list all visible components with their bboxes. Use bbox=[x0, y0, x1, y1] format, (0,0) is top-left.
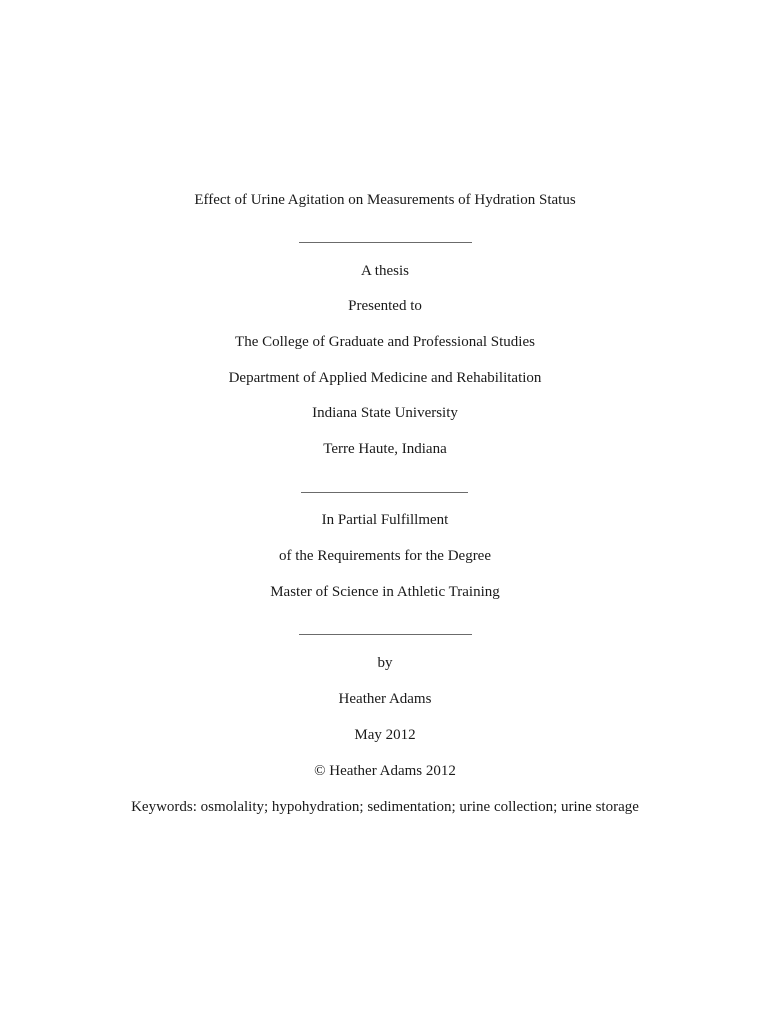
divider-2 bbox=[301, 492, 468, 493]
divider-1 bbox=[299, 242, 472, 243]
divider-3 bbox=[299, 634, 472, 635]
thesis-label: A thesis bbox=[361, 263, 409, 279]
university-location: Terre Haute, Indiana bbox=[323, 441, 447, 457]
copyright-notice: © Heather Adams 2012 bbox=[314, 763, 456, 779]
keywords-line: Keywords: osmolality; hypohydration; sedimentation; urine collection; urine storage bbox=[131, 799, 639, 815]
thesis-title: Effect of Urine Agitation on Measurements of Hydration Status bbox=[194, 192, 576, 208]
college-name: The College of Graduate and Professional Studies bbox=[235, 334, 535, 350]
presented-to: Presented to bbox=[348, 298, 422, 314]
degree-name: Master of Science in Athletic Training bbox=[270, 584, 500, 600]
university-name: Indiana State University bbox=[312, 405, 458, 421]
fulfillment-line: In Partial Fulfillment bbox=[321, 512, 449, 528]
department-name: Department of Applied Medicine and Rehabilitation bbox=[228, 370, 542, 386]
submission-date: May 2012 bbox=[354, 727, 416, 743]
requirements-line: of the Requirements for the Degree bbox=[279, 548, 491, 564]
by-line: by bbox=[377, 655, 393, 671]
author-name: Heather Adams bbox=[338, 691, 432, 707]
